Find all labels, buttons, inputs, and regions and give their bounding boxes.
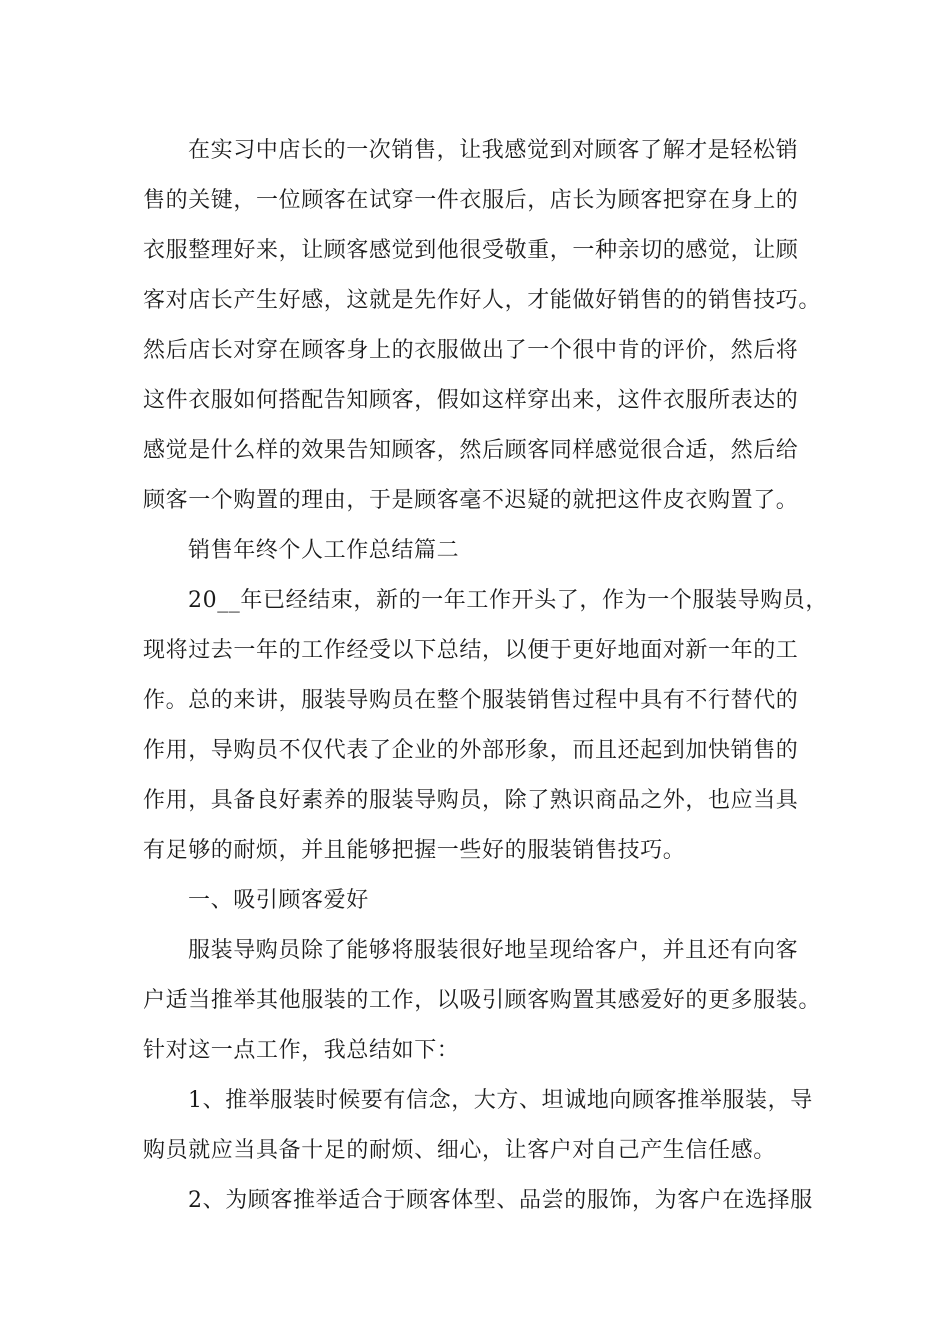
paragraph-line: 有足够的耐烦，并且能够把握一些好的服装销售技巧。 (143, 838, 686, 863)
paragraph-line: 服装导购员除了能够将服装很好地呈现给客户，并且还有向客 (188, 938, 799, 963)
paragraph-line: 作用，具备良好素养的服装导购员，除了熟识商品之外，也应当具 (143, 788, 799, 813)
paragraph-line: 现将过去一年的工作经受以下总结，以便于更好地面对新一年的工 (143, 638, 799, 663)
subsection-heading: 一、吸引顾客爱好 (188, 888, 369, 913)
paragraph-line: 这件衣服如何搭配告知顾客，假如这样穿出来，这件衣服所表达的 (143, 388, 799, 413)
list-item-line: 购员就应当具备十足的耐烦、细心，让客户对自己产生信任感。 (143, 1138, 776, 1163)
paragraph-line: 作。总的来讲，服装导购员在整个服装销售过程中具有不行替代的 (143, 688, 799, 713)
list-item-line: 1、推举服装时候要有信念，大方、坦诚地向顾客推举服装，导 (188, 1088, 813, 1113)
paragraph-line: 顾客一个购置的理由，于是顾客毫不迟疑的就把这件皮衣购置了。 (143, 488, 799, 513)
paragraph-line: 户适当推举其他服装的工作，以吸引顾客购置其感爱好的更多服装。 (143, 988, 822, 1013)
paragraph-line: 在实习中店长的一次销售，让我感觉到对顾客了解才是轻松销 (188, 138, 799, 163)
section-heading: 销售年终个人工作总结篇二 (188, 538, 460, 563)
paragraph-line: 针对这一点工作，我总结如下： (143, 1038, 460, 1063)
paragraph-line: 客对店长产生好感，这就是先作好人，才能做好销售的的销售技巧。 (143, 288, 822, 313)
paragraph-line: 衣服整理好来，让顾客感觉到他很受敬重，一种亲切的感觉，让顾 (143, 238, 799, 263)
list-item-line: 2、为顾客推举适合于顾客体型、品尝的服饰，为客户在选择服 (188, 1188, 813, 1213)
paragraph-line: 20__年已经结束，新的一年工作开头了，作为一个服装导购员， (188, 588, 828, 613)
paragraph-line: 售的关键，一位顾客在试穿一件衣服后，店长为顾客把穿在身上的 (143, 188, 799, 213)
paragraph-line: 感觉是什么样的效果告知顾客，然后顾客同样感觉很合适，然后给 (143, 438, 799, 463)
paragraph-line: 然后店长对穿在顾客身上的衣服做出了一个很中肯的评价，然后将 (143, 338, 799, 363)
paragraph-line: 作用，导购员不仅代表了企业的外部形象，而且还起到加快销售的 (143, 738, 799, 763)
